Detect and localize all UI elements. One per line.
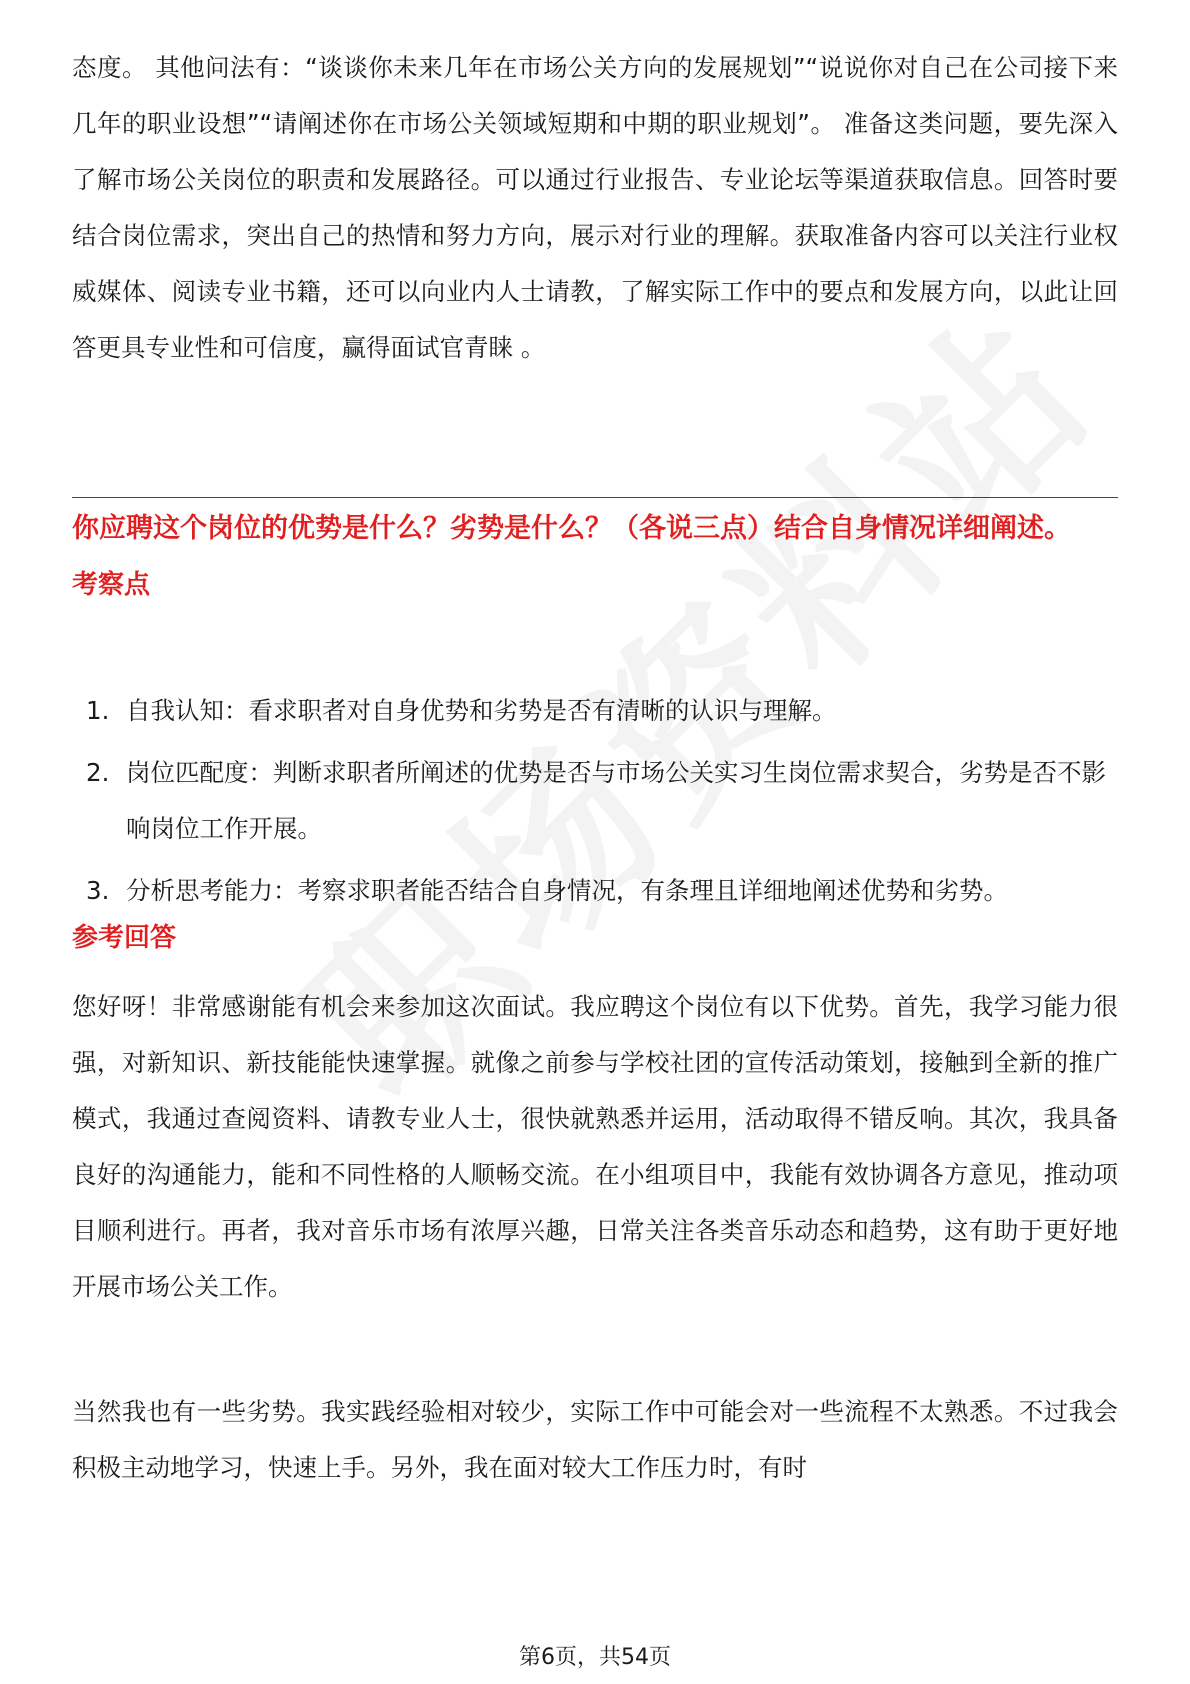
list-item: [72, 683, 1118, 739]
assessment-list: [72, 683, 1118, 925]
list-item: [72, 745, 1118, 857]
question-title: 你应聘这个岗位的优势是什么？劣势是什么？（各说三点）结合自身情况详细阐述。: [72, 513, 1071, 544]
list-number: 2.: [86, 758, 110, 787]
intro-paragraph: 态度。 其他问法有：“谈谈你未来几年在市场公关方向的发展规划”“说说你对自己在公司接下来几年的职业设想”“请阐述你在市场公关领域短期和中期的职业规划”。 准备这类问题，要先深入了解市场公关岗位的职责和发展路径。可以通过行业报告、专业论坛等渠道获取信息。回答时要结合岗位需求，突出自己的热情和努力方向，展示对行业的理解。获取准备内容可以关注行业权威媒体、阅读专业书籍，还可以向业内人士请教，了解实际工作中的要点和发展方向，以此让回答更具专业性和可信度，赢得面试官青睐 。: [72, 53, 1118, 362]
answer-paragraph: 您好呀！非常感谢能有机会来参加这次面试。我应聘这个岗位有以下优势。首先，我学习能力很强，对新知识、新技能能快速掌握。就像之前参与学校社团的宣传活动策划，接触到全新的推广模式，我通过查阅资料、请教专业人士，很快就熟悉并运用，活动取得不错反响。其次，我具备良好的沟通能力，能和不同性格的人顺畅交流。在小组项目中，我能有效协调各方意见，推动项目顺利进行。再者，我对音乐市场有浓厚兴趣，日常关注各类音乐动态和趋势，这有助于更好地开展市场公关工作。: [72, 992, 1118, 1301]
list-text: 自我认知：看求职者对自身优势和劣势是否有清晰的认识与理解。: [126, 696, 837, 725]
section-divider: [72, 497, 1118, 498]
assessment-heading: 考察点: [72, 570, 151, 600]
list-text: 岗位匹配度：判断求职者所阐述的优势是否与市场公关实习生岗位需求契合，劣势是否不影响岗位工作开展。: [126, 758, 1106, 843]
answer-paragraph: 当然我也有一些劣势。我实践经验相对较少，实际工作中可能会对一些流程不太熟悉。不过我会积极主动地学习，快速上手。另外，我在面对较大工作压力时，有时: [72, 1397, 1118, 1482]
answer-heading: 参考回答: [72, 923, 177, 953]
list-item: [72, 863, 1118, 919]
list-number: 3.: [86, 876, 110, 905]
list-text: 分析思考能力：考察求职者能否结合自身情况，有条理且详细地阐述优势和劣势。: [126, 876, 1008, 905]
page-footer: 第6页，共54页: [519, 1645, 671, 1670]
list-number: 1.: [86, 696, 110, 725]
